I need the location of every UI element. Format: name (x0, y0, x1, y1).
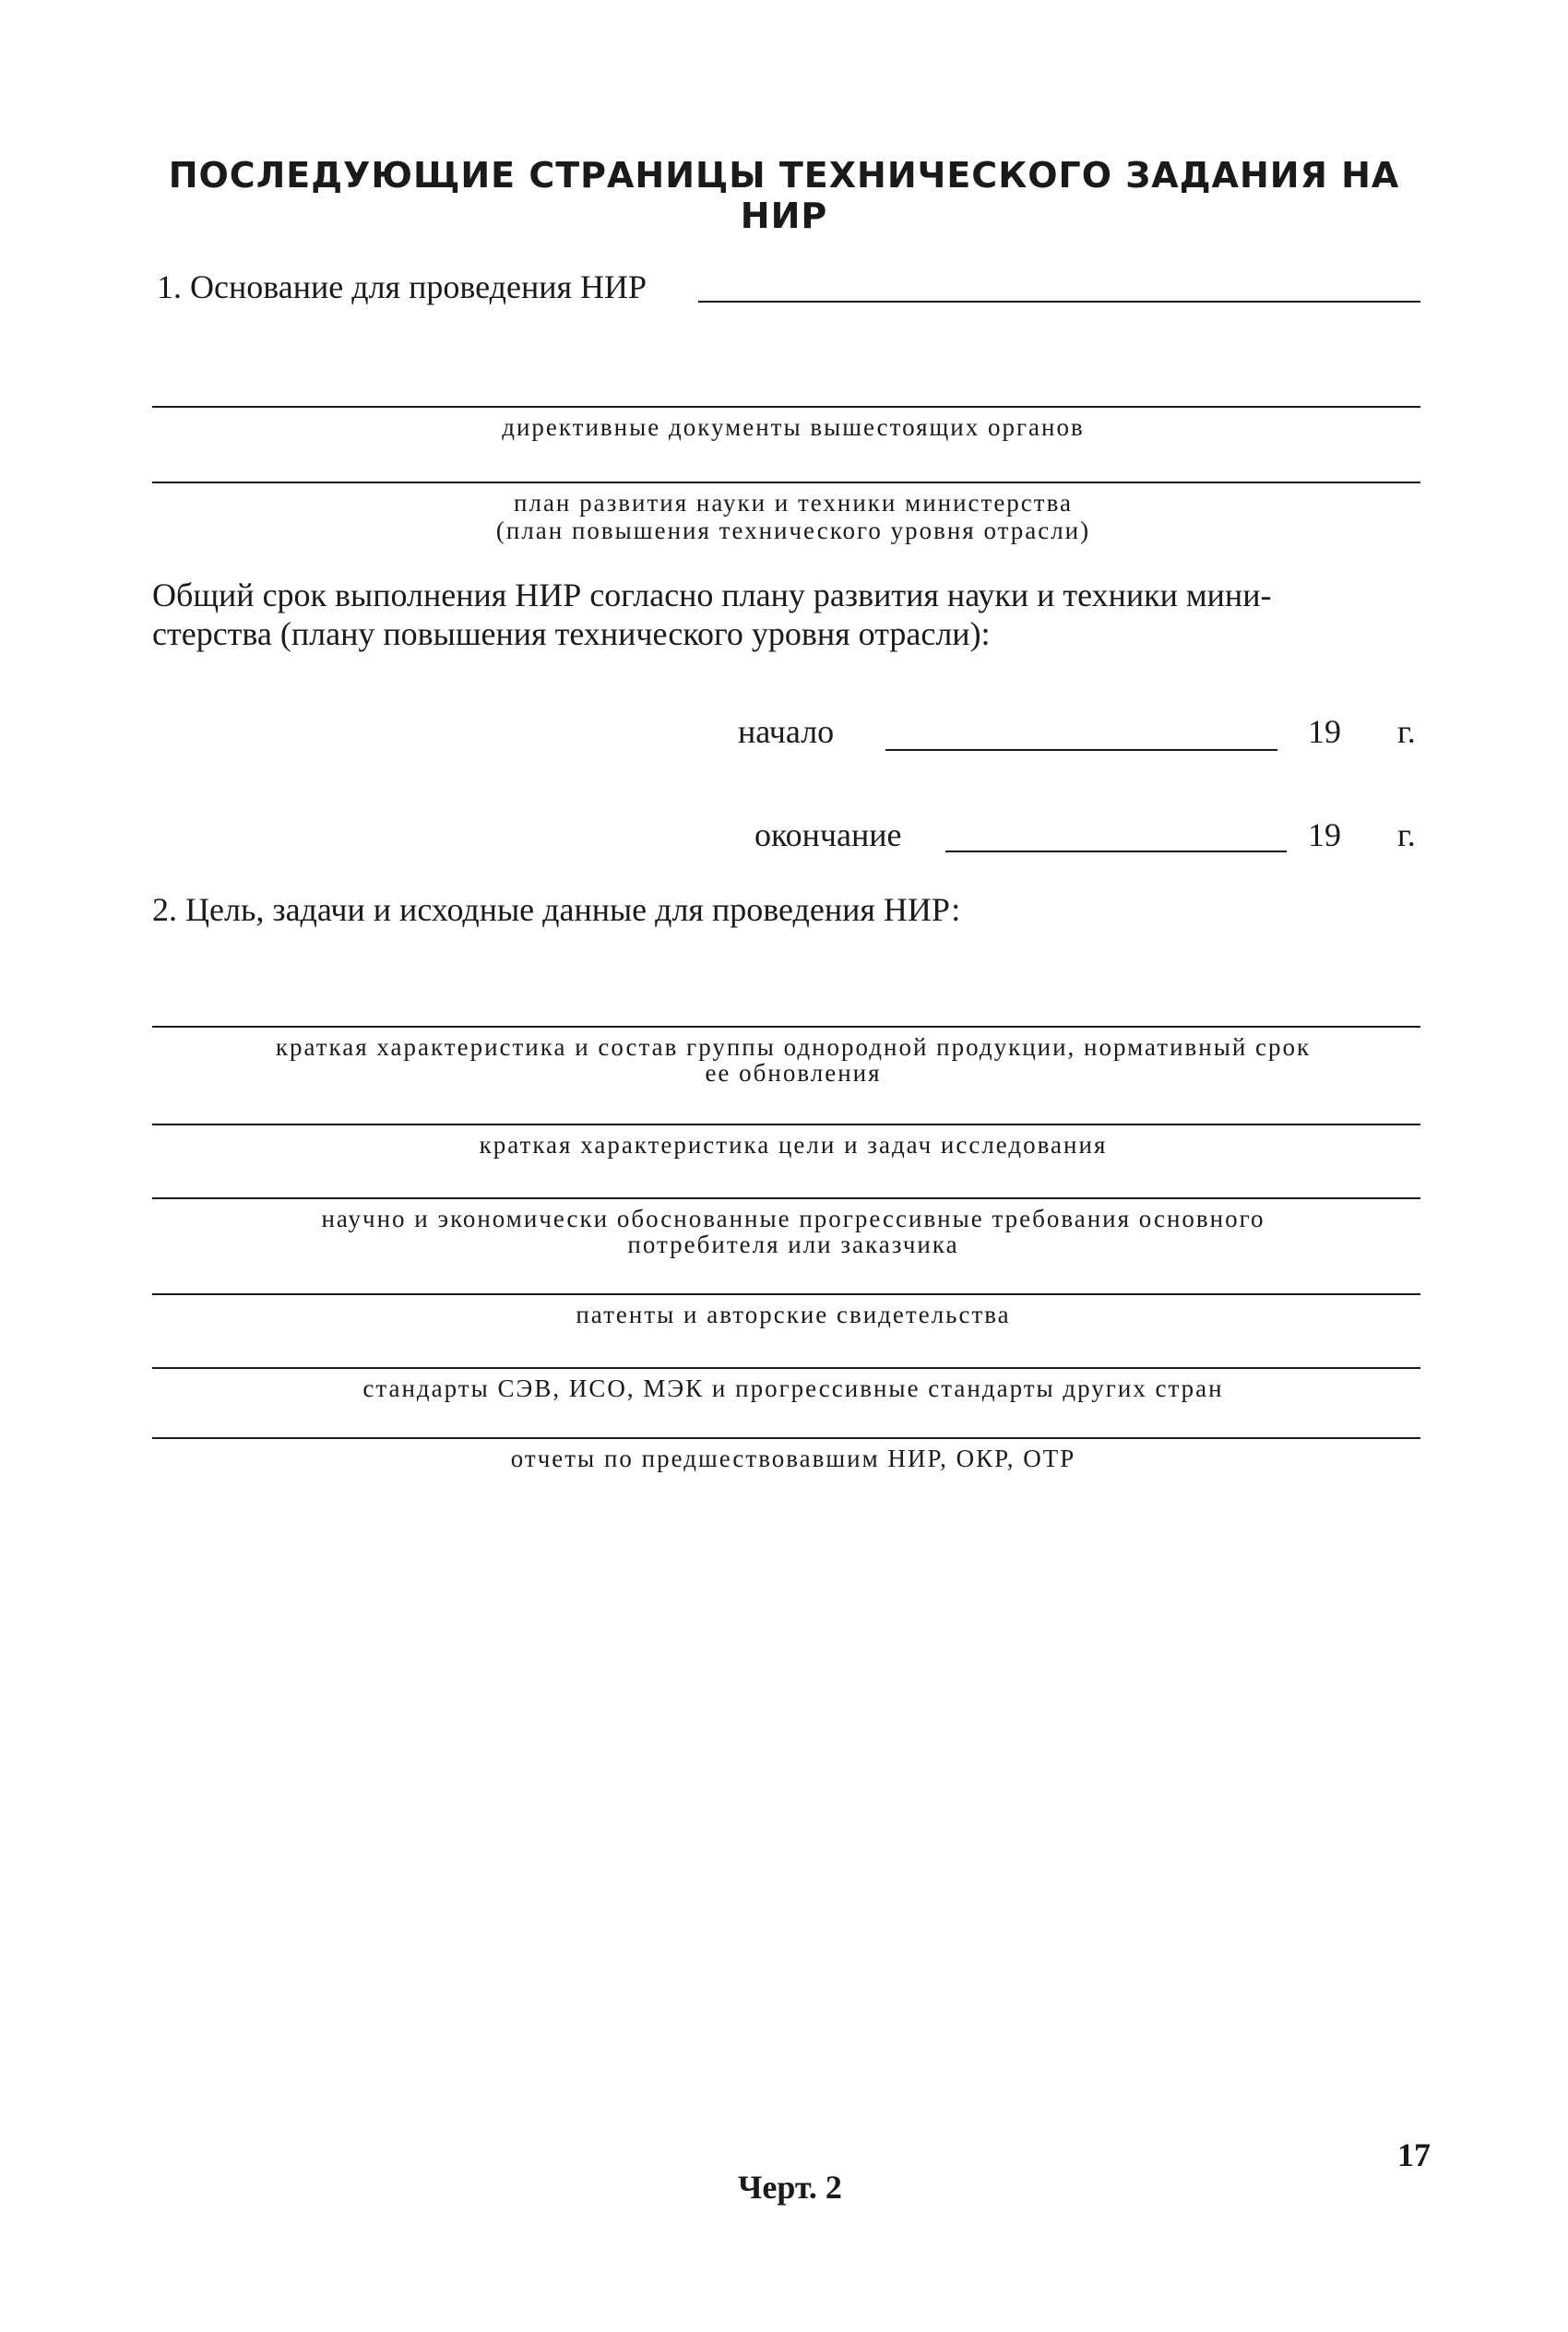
page-title: ПОСЛЕДУЮЩИЕ СТРАНИЦЫ ТЕХНИЧЕСКОГО ЗАДАНИЯ НА НИР (168, 155, 1400, 236)
product-group-caption-line1: краткая характеристика и состав группы однородной продукции, нормативный срок (275, 1033, 1312, 1061)
section1-basis-field[interactable] (698, 301, 1420, 303)
directive-docs-caption: директивные документы вышестоящих органов (502, 413, 1085, 441)
ministry-plan-caption-line2: (план повышения технического уровня отрасли) (495, 517, 1091, 544)
patents-field[interactable] (152, 1293, 1420, 1295)
end-label: окончание (754, 816, 902, 853)
goal-tasks-field[interactable] (152, 1124, 1420, 1125)
reports-field[interactable] (152, 1437, 1420, 1439)
term-paragraph-line2: стерства (плану повышения технического уровня отрасли): (152, 615, 991, 652)
term-paragraph-line1: Общий срок выполнения НИР согласно плану развития науки и техники мини- (152, 577, 1272, 613)
ministry-plan-caption-line1: план развития науки и техники министерства (514, 489, 1073, 517)
product-group-field[interactable] (152, 1026, 1420, 1028)
section2-label: 2. Цель, задачи и исходные данные для проведения НИР: (152, 891, 961, 928)
end-year-suffix: г. (1397, 816, 1416, 853)
page-number: 17 (1397, 2136, 1431, 2173)
goal-tasks-caption: краткая характеристика цели и задач исследования (479, 1131, 1108, 1159)
figure-label: Черт. 2 (738, 2169, 842, 2206)
standards-caption: стандарты СЭВ, ИСО, МЭК и прогрессивные стандарты других стран (362, 1374, 1224, 1402)
reports-caption: отчеты по предшествовавшим НИР, ОКР, ОТР (510, 1445, 1076, 1472)
standards-field[interactable] (152, 1367, 1420, 1369)
patents-caption: патенты и авторские свидетельства (576, 1301, 1011, 1328)
start-year-suffix: г. (1397, 713, 1416, 750)
ministry-plan-field[interactable] (152, 482, 1420, 483)
start-year-prefix: 19 (1308, 713, 1341, 750)
term-paragraph (152, 576, 1443, 653)
requirements-caption-line1: научно и экономически обоснованные прогрессивные требования основного (321, 1205, 1265, 1232)
product-group-caption-line2: ее обновления (705, 1059, 882, 1087)
requirements-caption-line2: потребителя или заказчика (627, 1231, 959, 1258)
start-date-field[interactable] (885, 749, 1277, 751)
start-label: начало (738, 713, 835, 750)
end-date-field[interactable] (945, 851, 1287, 852)
requirements-field[interactable] (152, 1197, 1420, 1199)
end-year-prefix: 19 (1308, 816, 1341, 853)
directive-docs-field[interactable] (152, 406, 1420, 408)
section1-label: 1. Основание для проведения НИР (157, 268, 647, 305)
